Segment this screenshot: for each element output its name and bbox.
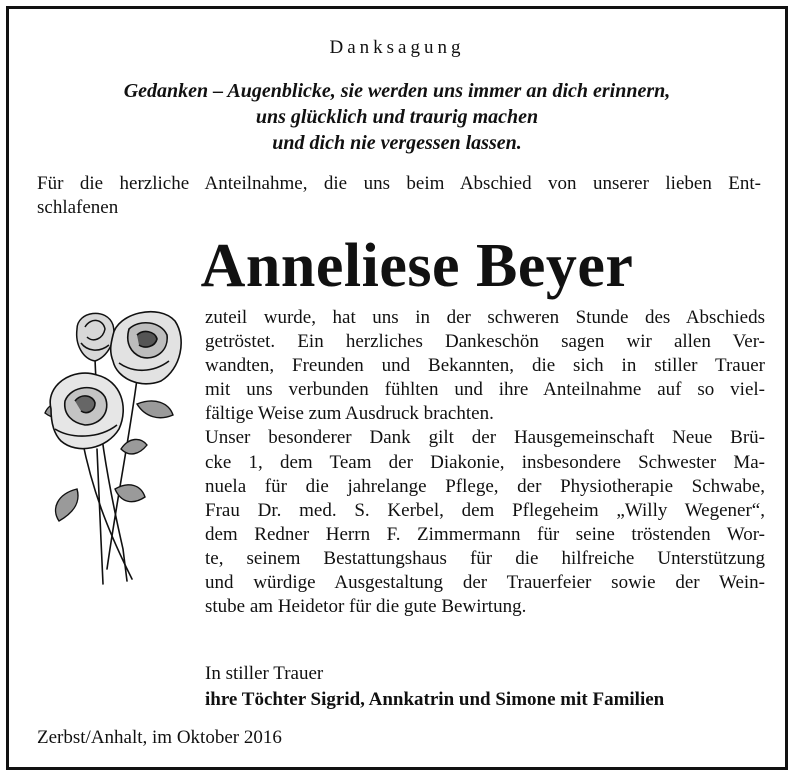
intro-paragraph xyxy=(37,172,761,220)
motto-line: und dich nie vergessen lassen. xyxy=(272,132,522,154)
body-line: und würdige Ausgestaltung der Trauerfeier sowie der Wein- xyxy=(205,572,765,594)
notice-heading: Danksagung xyxy=(329,37,465,58)
motto-verse xyxy=(29,78,765,156)
body-line: zuteil wurde, hat uns in der schweren Stunde des Abschieds xyxy=(205,307,765,328)
intro-line: schlafenen xyxy=(37,197,119,218)
body-line: nuela für die jahrelange Pflege, der Physiotherapie Schwabe, xyxy=(205,475,765,497)
deceased-name: Anneliese Beyer xyxy=(200,232,634,300)
intro-line: Für die herzliche Anteilnahme, die uns beim Abschied von unserer lieben Ent- xyxy=(37,173,761,194)
signature: ihre Töchter Sigrid, Annkatrin und Simone mit Familien xyxy=(205,689,665,710)
roses-icon xyxy=(37,299,187,589)
closing-line: In stiller Trauer xyxy=(205,663,324,684)
body-line: getröstet. Ein herzliches Dankeschön sagen wir allen Ver- xyxy=(205,331,765,353)
body-line: dem Redner Herrn F. Zimmermann für seine tröstenden Wor- xyxy=(205,523,765,545)
body-line: wandten, Freunden und Bekannten, die sich in stiller Trauer xyxy=(205,355,765,377)
motto-line: Gedanken – Augenblicke, sie werden uns immer an dich erinnern, xyxy=(123,80,671,102)
body-line: Unser besonderer Dank gilt der Hausgemeinschaft Neue Brü- xyxy=(205,427,765,449)
body-line: fältige Weise zum Ausdruck brachten. xyxy=(205,403,494,425)
body-text xyxy=(205,306,765,619)
closing-block xyxy=(205,661,664,713)
obituary-notice xyxy=(6,6,788,770)
body-line: mit uns verbunden fühlten und ihre Anteilnahme auf so viel- xyxy=(205,379,765,401)
body-line: cke 1, dem Team der Diakonie, insbesondere Schwester Ma- xyxy=(205,451,765,473)
motto-line: uns glücklich und traurig machen xyxy=(255,106,539,128)
body-line: stube am Heidetor für die gute Bewirtung. xyxy=(205,596,527,618)
place-date: Zerbst/Anhalt, im Oktober 2016 xyxy=(37,727,282,748)
body-line: Frau Dr. med. S. Kerbel, dem Pflegeheim „Willy Wegener“, xyxy=(205,499,765,521)
body-line: te, seinem Bestattungshaus für die hilfreiche Unterstützung xyxy=(205,547,765,569)
